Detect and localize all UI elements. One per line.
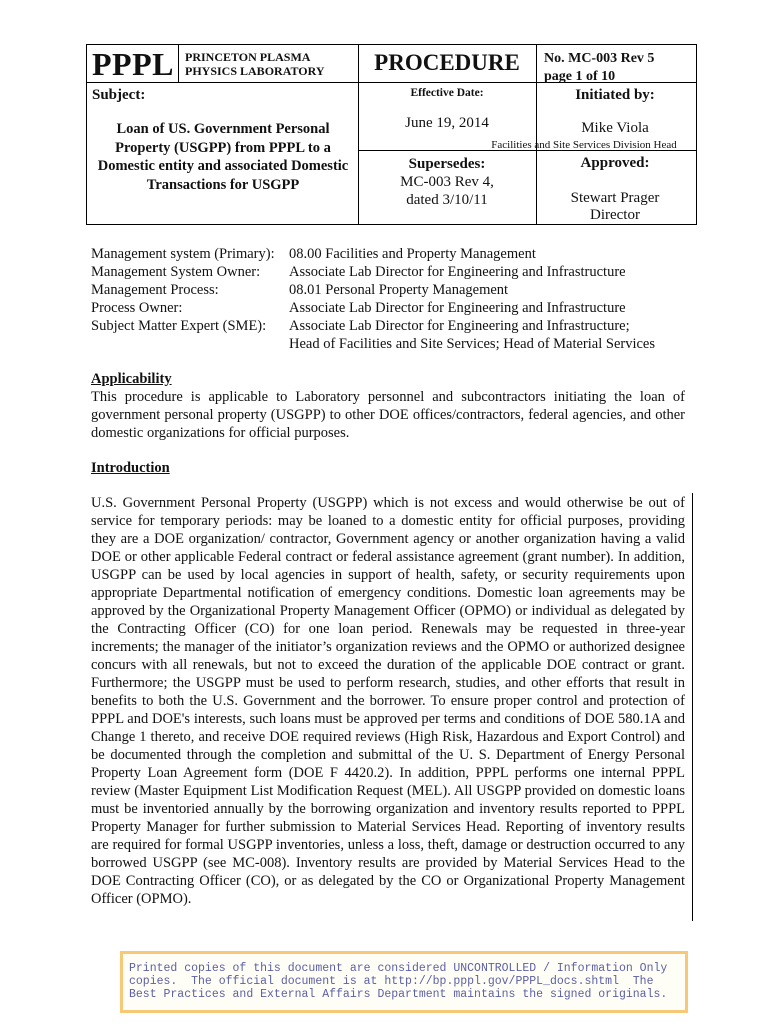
subject-label: Subject:	[92, 87, 146, 103]
introduction-heading: Introduction	[91, 460, 170, 476]
management-label: Management System Owner:	[91, 264, 261, 280]
notice-line3: Best Practices and External Affairs Department maintains the signed originals.	[129, 988, 668, 1001]
header-divider-right	[536, 44, 537, 225]
org-logo-text: PPPL	[92, 46, 174, 82]
supersedes-label: Supersedes:	[408, 156, 486, 172]
doc-number: No. MC-003 Rev 5	[544, 51, 655, 66]
header-box-bottom	[86, 224, 697, 225]
supersedes-block	[362, 155, 532, 209]
management-value: 08.00 Facilities and Property Management	[289, 246, 536, 262]
supersedes-line1: MC-003 Rev 4,	[400, 174, 494, 190]
management-value: Associate Lab Director for Engineering and Infrastructure	[289, 264, 626, 280]
management-row	[91, 245, 655, 263]
initiator-name: Mike Viola	[581, 120, 649, 136]
management-label: Management Process:	[91, 282, 219, 298]
management-label: Management system (Primary):	[91, 246, 275, 262]
management-value: Associate Lab Director for Engineering and Infrastructure	[289, 300, 626, 316]
doc-type: PROCEDURE	[374, 50, 520, 75]
notice-line2: copies. The official document is at http://bp.pppl.gov/PPPL_docs.shtml The	[129, 975, 654, 988]
management-label: Process Owner:	[91, 300, 183, 316]
management-row	[91, 335, 655, 353]
introduction-text: U.S. Government Personal Property (USGPP) which is not excess and would otherwise be out of service for temporary periods: may be loaned to a domestic entity for official purposes, providing they are a DOE organization/ contractor, Government agency or another organization having a valid DOE or other applicable Federal contract or federal assistance agreement (grant number). In addition, USGPP can be used by local agencies in support of health, safety, or security requirements upon appropriate Departmental notification of emergency conditions. Domestic loan agreements may be approved by the Organizational Property Management Officer (OPMO) or individual as delegated by the Contracting Officer (CO) for one loan period. Renewals may be requested in three-year increments; the manager of the initiator’s organization reviews and the OPMO or authorized designee concurs with all renewals, but not to exceed the duration of the applicable DOE contract or grant. Furthermore; the USGPP must be used to perform research, studies, and other efforts that result in benefits to both the U.S. Government and the borrower. To ensure proper control and protection of PPPL and DOE's interests, such loans must be approved per terms and conditions of DOE 580.1A and Change 1 thereto, and receive DOE required reviews (High Risk, Hazardous and Export Control) and be documented through the completion and submittal of the U. S. Department of Energy Personal Property Loan Agreement form (DOE F 4420.2). In addition, PPPL performs one internal PPPL review (Master Equipment List Modification Request (MEL). All USGPP provided on domestic loans must be inventoried annually by the borrowing organization and inventory results reported to PPPL Property Manager for further submission to Material Services Head. Reporting of inventory results are required for formal USGPP inventories, unless a loss, theft, damage or destruction occurred to any borrowed USGPP (see MC-008). Inventory results are provided by Material Services Head to the DOE Contracting Officer (CO), or as delegated by the CO or Organizational Property Management Officer (OPMO).	[91, 495, 685, 907]
document-title	[88, 120, 358, 194]
management-info	[91, 245, 655, 353]
org-full-name-line2: PHYSICS LABORATORY	[185, 64, 325, 78]
applicability-text: This procedure is applicable to Laboratory personnel and subcontractors initiating the loan of government personal property (USGPP) to other DOE offices/contractors, federal agencies, and other domestic organizations for official purposes.	[91, 389, 685, 441]
effective-date: June 19, 2014	[405, 115, 489, 131]
header-divider-mid	[358, 44, 359, 225]
title-line: Property (USGPP) from PPPL to a	[115, 139, 331, 156]
header-box-left	[86, 44, 87, 225]
doc-number-block	[544, 50, 654, 86]
title-line: Loan of US. Government Personal	[116, 121, 330, 137]
management-label	[91, 335, 289, 353]
org-full-name-line1: PRINCETON PLASMA	[185, 50, 311, 64]
management-value: 08.01 Personal Property Management	[289, 282, 509, 298]
notice-line1: Printed copies of this document are considered UNCONTROLLED / Information Only	[129, 962, 668, 975]
management-value: Head of Facilities and Site Services; Head of Material Services	[289, 336, 656, 352]
supersedes-line2: dated 3/10/11	[406, 192, 488, 208]
org-full-name	[185, 50, 325, 78]
management-row	[91, 263, 655, 281]
approver-name: Stewart Prager	[570, 190, 660, 206]
approved-label: Approved:	[580, 155, 650, 171]
management-label: Subject Matter Expert (SME):	[91, 318, 267, 334]
header-box-right	[696, 44, 697, 225]
uncontrolled-copy-notice	[120, 951, 688, 1013]
approver-block	[540, 190, 690, 224]
title-line: Transactions for USGPP	[146, 176, 300, 193]
title-line: Domestic entity and associated Domestic	[97, 158, 349, 174]
header-divider-lab	[178, 44, 179, 82]
management-row	[91, 281, 655, 299]
management-row	[91, 317, 655, 335]
initiated-by-label: Initiated by:	[575, 87, 655, 103]
approver-title: Director	[590, 207, 640, 223]
applicability-heading: Applicability	[91, 371, 172, 387]
management-value: Associate Lab Director for Engineering and Infrastructure;	[289, 318, 630, 334]
management-row	[91, 299, 655, 317]
effective-date-label: Effective Date:	[410, 87, 484, 99]
change-bar	[692, 493, 693, 921]
page-info: page 1 of 10	[544, 69, 616, 84]
initiator-title: Facilities and Site Services Division Head	[491, 139, 677, 151]
